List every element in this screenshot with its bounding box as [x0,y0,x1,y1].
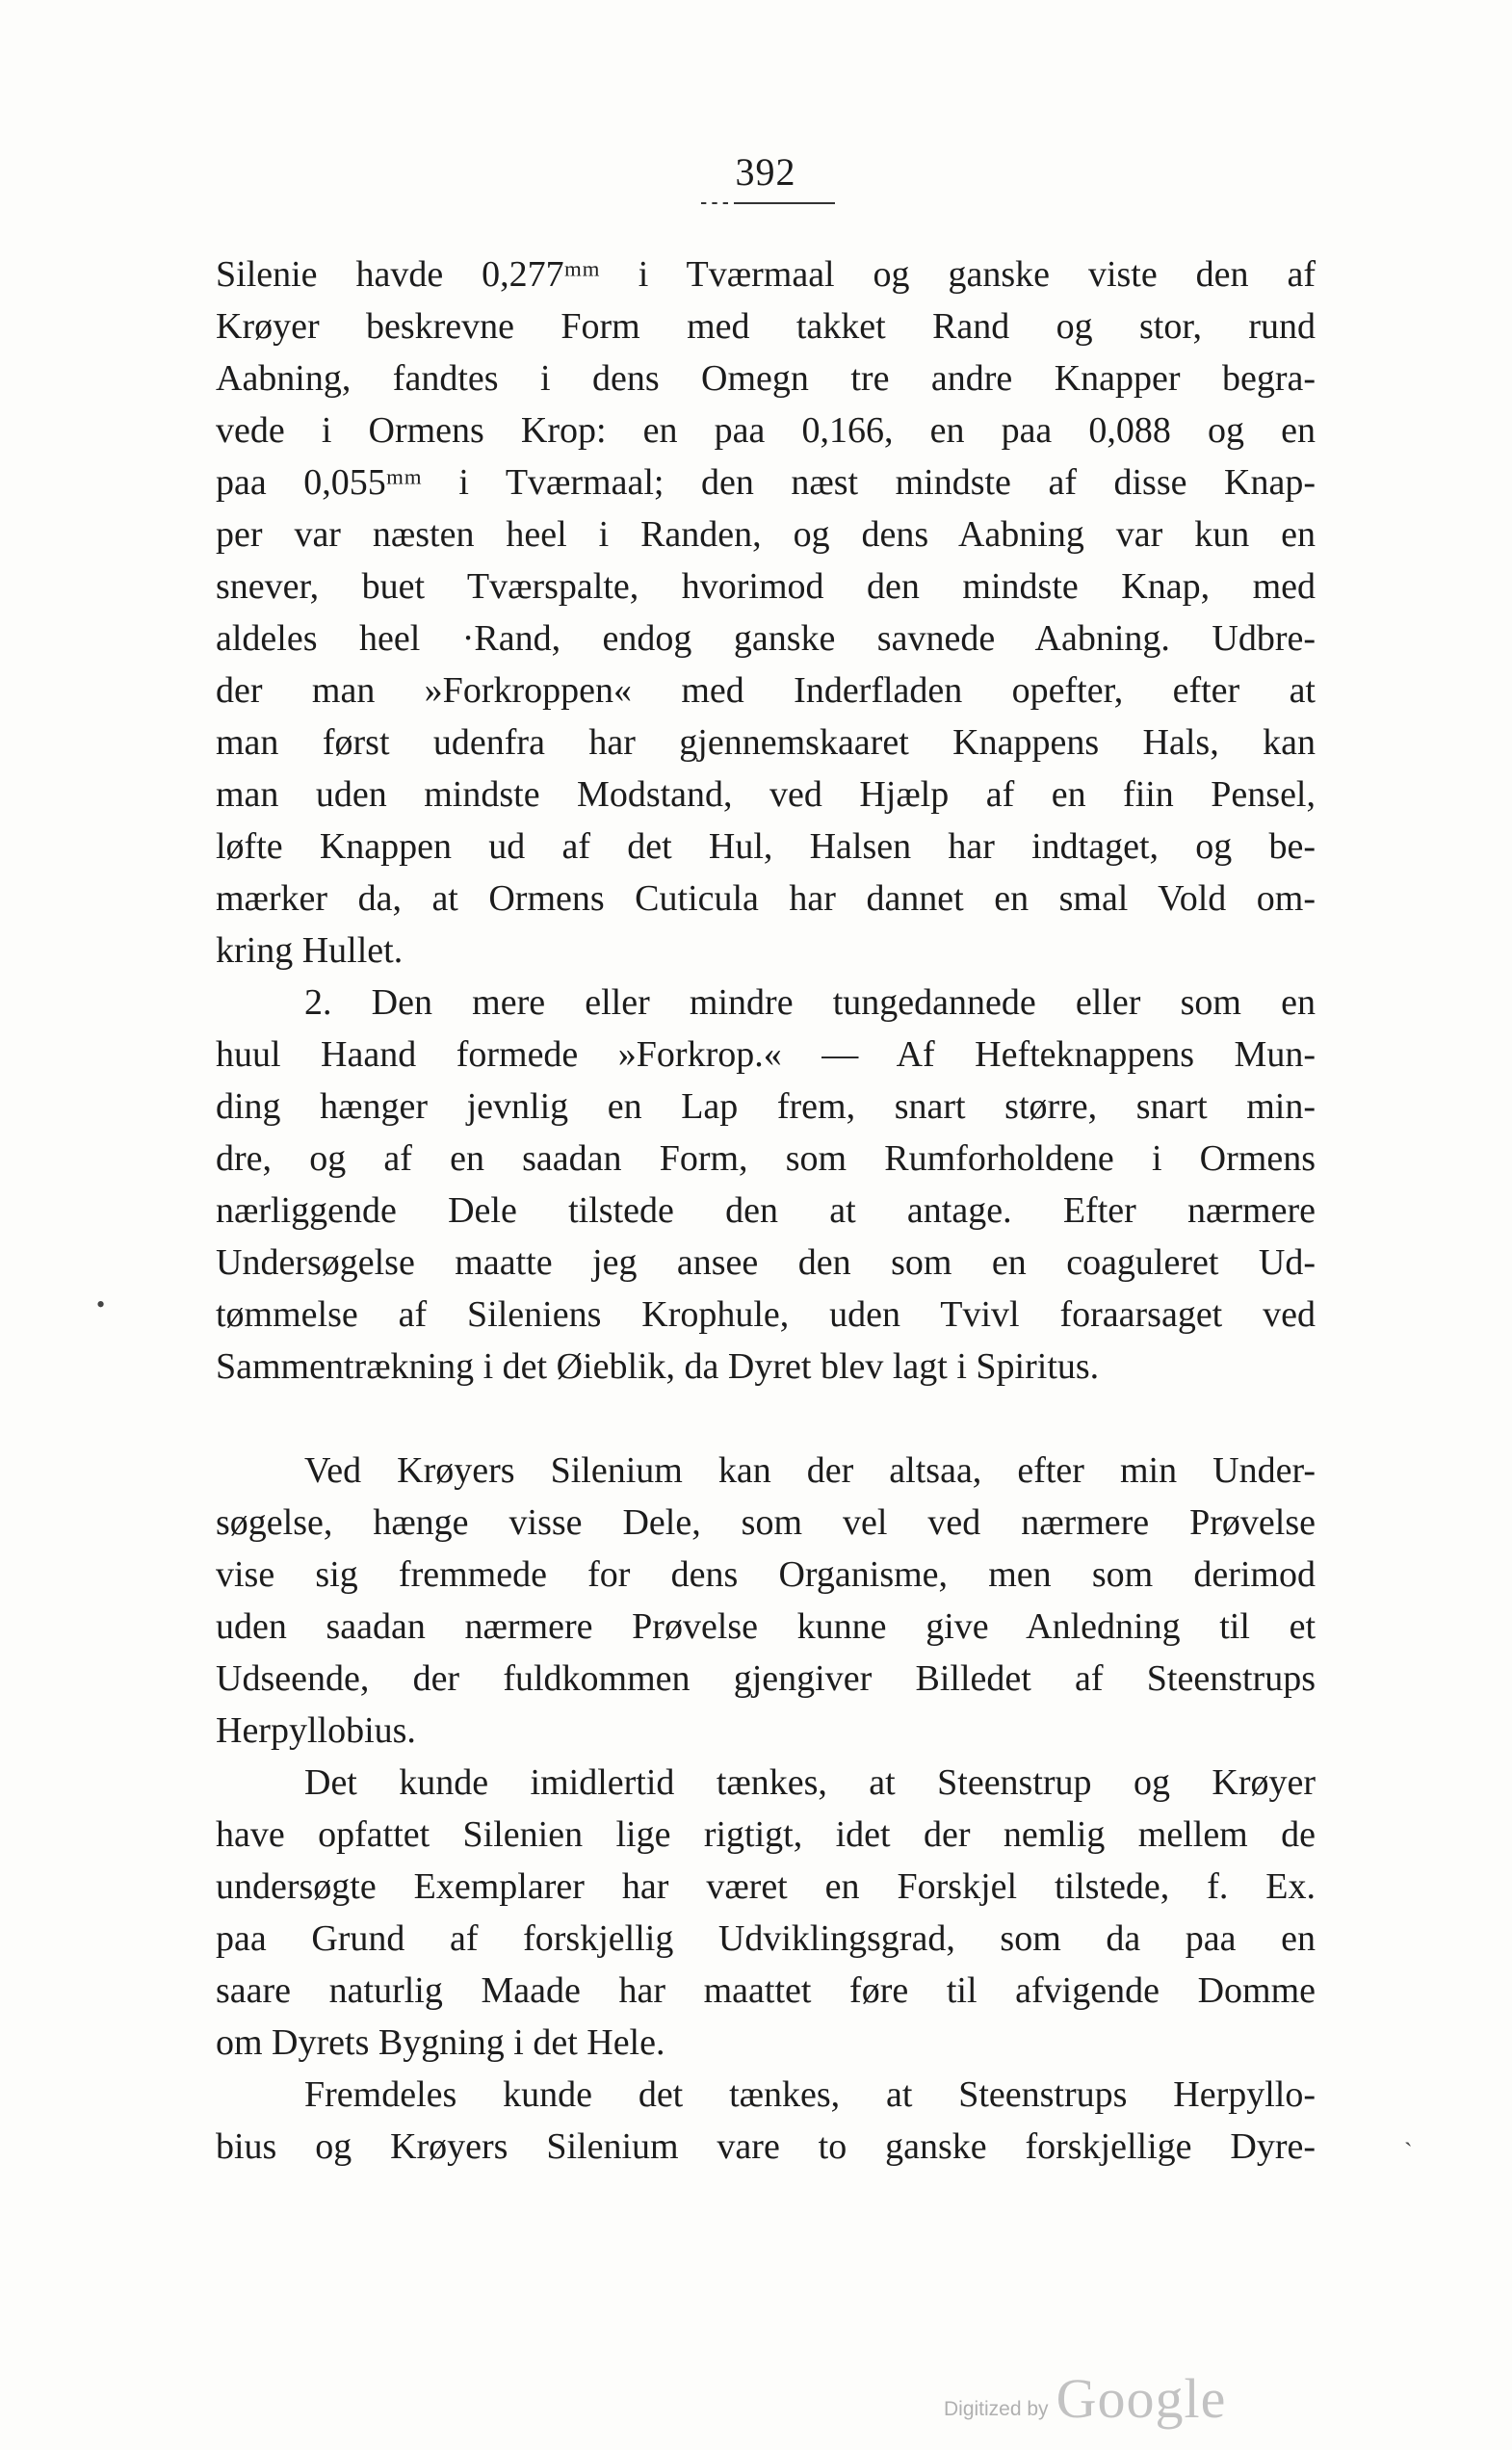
header-rule [695,202,835,204]
text-line: Undersøgelse maatte jeg ansee den som en coaguleret Ud- [216,1242,1316,1283]
text-line: bius og Krøyers Silenium vare to ganske forskjellige Dyre- [216,2126,1316,2167]
text-line: paa Grund af forskjellig Udviklingsgrad, som da paa en [216,1918,1316,1959]
text-line: mærker da, at Ormens Cuticula har dannet en smal Vold om- [216,878,1316,919]
google-logo: Google [1056,2367,1227,2430]
digitized-by-text: Digitized by [944,2398,1049,2420]
body-text [216,248,1316,2173]
text-line: Det kunde imidlertid tænkes, at Steenstrup og Krøyer [304,1762,1316,1803]
text-line: ding hænger jevnlig en Lap frem, snart større, snart min- [216,1086,1316,1127]
text-line: Udseende, der fuldkommen gjengiver Billedet af Steenstrups [216,1658,1316,1699]
text-line: Silenie havde 0,277ᵐᵐ i Tværmaal og ganske viste den af [216,254,1316,295]
digitized-footer [944,2367,1227,2430]
text-line: saare naturlig Maade har maattet føre til afvigende Domme [216,1970,1316,2011]
text-line: paa 0,055ᵐᵐ i Tværmaal; den næst mindste af disse Knap- [216,462,1316,503]
paragraph-gap [216,1393,1316,1445]
text-line: vede i Ormens Krop: en paa 0,166, en paa 0,088 og en [216,410,1316,451]
text-line: man først udenfra har gjennemskaaret Knappens Hals, kan [216,722,1316,763]
text-line: 2. Den mere eller mindre tungedannede eller som en [304,982,1316,1023]
text-line: tømmelse af Sileniens Krophule, uden Tvivl foraarsaget ved [216,1294,1316,1335]
stray-mark: ` [1404,2138,1413,2166]
page-number: 392 [735,150,796,194]
text-line: søgelse, hænge visse Dele, som vel ved nærmere Prøvelse [216,1502,1316,1543]
text-line: der man »Forkroppen« med Inderfladen opefter, efter at [216,670,1316,711]
text-line: aldeles heel ·Rand, endog ganske savnede Aabning. Udbre- [216,618,1316,659]
text-line: undersøgte Exemplarer har været en Forskjel tilstede, f. Ex. [216,1866,1316,1907]
text-line: Krøyer beskrevne Form med takket Rand og stor, rund [216,306,1316,347]
text-line: Herpyllobius. [216,1710,416,1751]
text-line: Ved Krøyers Silenium kan der altsaa, efter min Under- [304,1450,1316,1491]
text-line: Aabning, fandtes i dens Omegn tre andre Knapper begra- [216,358,1316,399]
text-line: per var næsten heel i Randen, og dens Aabning var kun en [216,514,1316,555]
text-line: snever, buet Tværspalte, hvorimod den mindste Knap, med [216,566,1316,607]
text-line: løfte Knappen ud af det Hul, Halsen har indtaget, og be- [216,826,1316,867]
text-line: have opfattet Silenien lige rigtigt, idet der nemlig mellem de [216,1814,1316,1855]
text-line: uden saadan nærmere Prøvelse kunne give Anledning til et [216,1606,1316,1647]
text-line: om Dyrets Bygning i det Hele. [216,2022,665,2063]
text-line: vise sig fremmede for dens Organisme, men som derimod [216,1554,1316,1595]
text-line: dre, og af en saadan Form, som Rumforholdene i Ormens [216,1138,1316,1179]
text-line: man uden mindste Modstand, ved Hjælp af en fiin Pensel, [216,774,1316,815]
stray-mark: • [96,1290,106,1318]
text-line: nærliggende Dele tilstede den at antage. Efter nærmere [216,1190,1316,1231]
text-line: kring Hullet. [216,930,404,971]
text-line: Fremdeles kunde det tænkes, at Steenstrups Herpyllo- [304,2074,1316,2115]
text-line: Sammentrækning i det Øieblik, da Dyret blev lagt i Spiritus. [216,1346,1100,1387]
text-line: huul Haand formede »Forkrop.« — Af Hefteknappens Mun- [216,1034,1316,1075]
